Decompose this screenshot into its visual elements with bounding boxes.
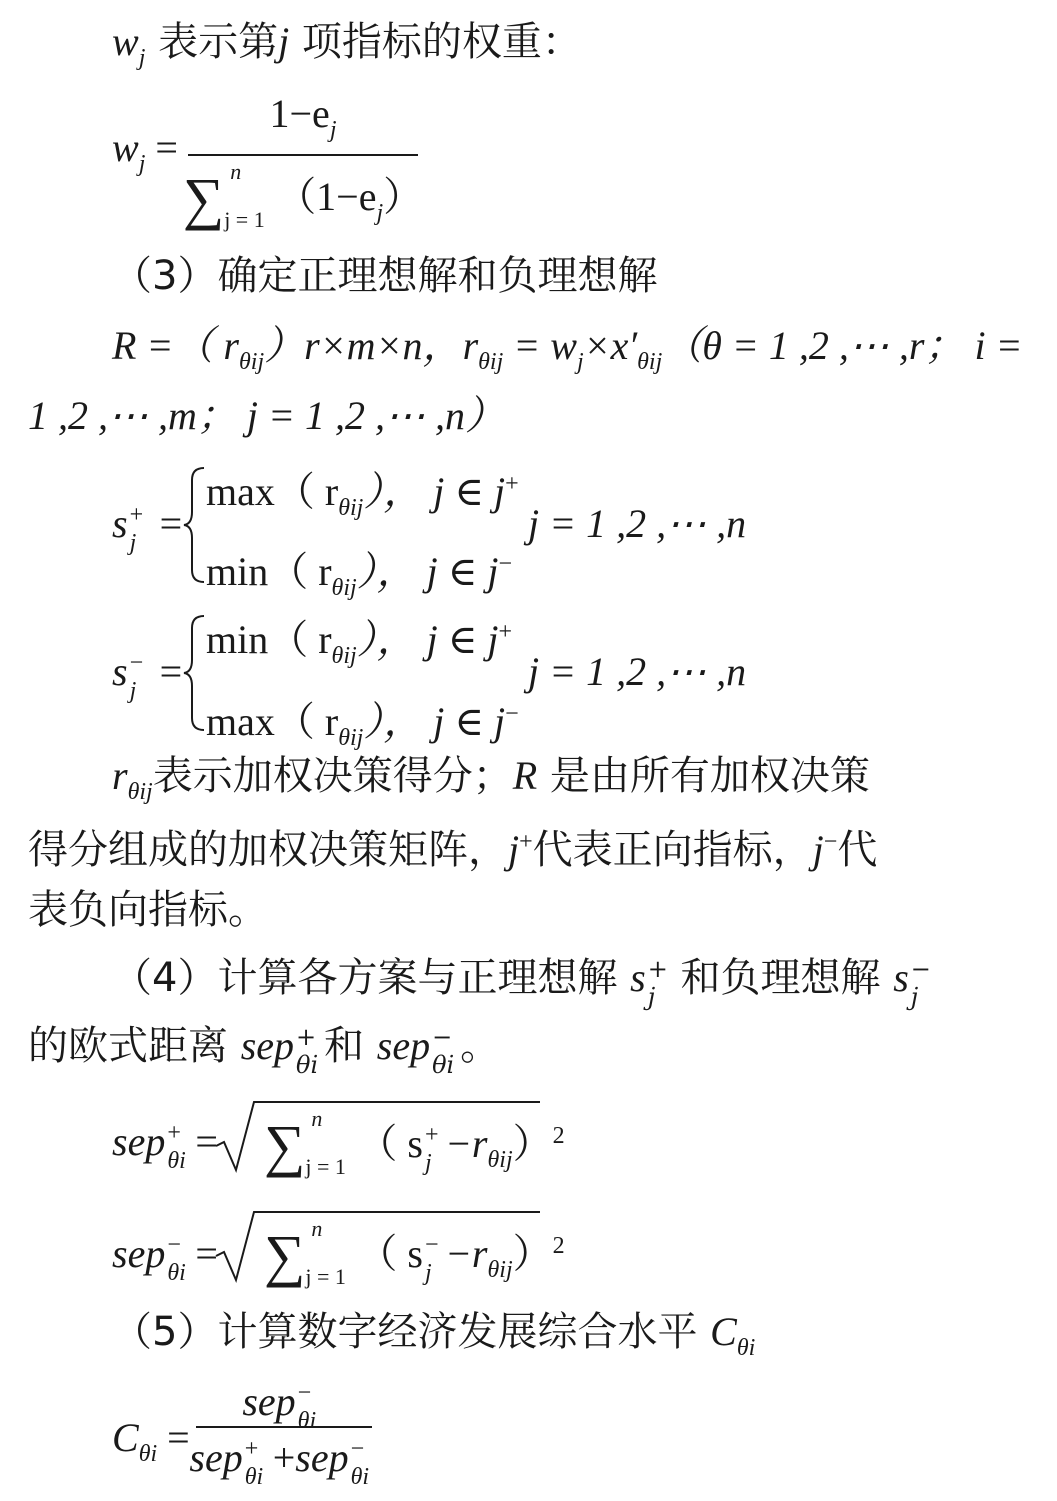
weight-text-1: 表示第 bbox=[158, 19, 279, 65]
weight-fraction bbox=[182, 90, 424, 237]
w-subscript: j bbox=[138, 45, 146, 71]
composite-numerator: sep − θi bbox=[242, 1379, 317, 1434]
decision-matrix-equation-line2: 1 ,2 ,⋯ ,m； j = 1 ,2 ,⋯ ,n） bbox=[28, 393, 505, 438]
composite-fraction bbox=[189, 1378, 372, 1490]
paragraph-line-2: 得分组成的加权决策矩阵，j+代表正向指标，j−代 bbox=[28, 827, 878, 873]
weight-denominator: ∑ n j = 1 $(1-e_j)$ bbox=[182, 159, 424, 232]
paragraph-line-3: 表负向指标。 bbox=[28, 887, 268, 933]
step-3-label: （3） bbox=[112, 253, 218, 299]
step-4-heading: （4）计算各方案与正理想解 s + j 和负理想解 s − j bbox=[112, 955, 931, 1011]
lhs-w: w bbox=[112, 125, 139, 170]
sep-plus-body: ∑ n j = 1 （ s + j $-r_{\theta ij})^2$ bbox=[264, 1106, 565, 1179]
sep-minus-body: ∑ n j = 1 （ s − j $-r_{\theta ij})^2$ bbox=[264, 1216, 565, 1289]
negative-ideal-row-1: min（ $r_{\theta ij}$）， j ∈ j+ bbox=[206, 617, 513, 669]
weight-definition-line bbox=[112, 18, 582, 82]
paragraph-line-1: $r_{\theta ij}$表示加权决策得分；R 是由所有加权决策 bbox=[112, 753, 870, 805]
step-3-heading bbox=[112, 252, 657, 300]
w-symbol: w bbox=[112, 19, 139, 64]
weight-equation-lhs bbox=[112, 124, 178, 188]
weight-numerator: $1-e_j$ bbox=[269, 91, 337, 143]
sep-plus-lhs: sep + θi = bbox=[112, 1119, 218, 1174]
brace-1 bbox=[186, 466, 208, 584]
weight-text-2: 项指标的权重： bbox=[301, 19, 582, 65]
j-symbol: j bbox=[278, 19, 290, 64]
positive-ideal-row-1: max（ $r_{\theta ij}$）， j ∈ j+ bbox=[206, 469, 519, 521]
fraction-bar bbox=[188, 154, 418, 156]
positive-ideal-lhs: s + j = bbox=[112, 501, 183, 556]
fraction-bar-2 bbox=[196, 1426, 372, 1428]
positive-ideal-row-2: min（ $r_{\theta ij}$）， j ∈ j− bbox=[206, 549, 513, 601]
step-4-line-2: 的欧式距离 sep + θi 和 sep − θi 。 bbox=[28, 1023, 501, 1079]
composite-level-lhs: $C_{\theta i}$ = bbox=[112, 1415, 190, 1467]
sep-minus-lhs: sep − θi = bbox=[112, 1231, 218, 1286]
negative-ideal-range: j = 1 ,2 ,⋯ ,n bbox=[528, 649, 747, 694]
positive-ideal-range: j = 1 ,2 ,⋯ ,n bbox=[528, 501, 747, 546]
composite-denominator: sep + θi +sep − θi bbox=[189, 1435, 370, 1490]
negative-ideal-row-2: max（ $r_{\theta ij}$）， j ∈ j− bbox=[206, 699, 519, 751]
equals: = bbox=[155, 125, 178, 170]
negative-ideal-lhs: s − j = bbox=[112, 649, 183, 704]
decision-matrix-equation: R =（ $r_{\theta ij})r\times m\times n$，$r_{\theta ij} = w_j\times x'_{\theta ij}(\theta = 1$ ,2 ,⋯ ,r； i = bbox=[112, 323, 1023, 375]
step-3-title: 确定正理想解和负理想解 bbox=[217, 253, 658, 299]
step-5-heading: （5）计算数字经济发展综合水平 $C_{\theta i}$ bbox=[112, 1309, 756, 1361]
lhs-sub: j bbox=[138, 151, 146, 177]
brace-2 bbox=[186, 614, 208, 732]
